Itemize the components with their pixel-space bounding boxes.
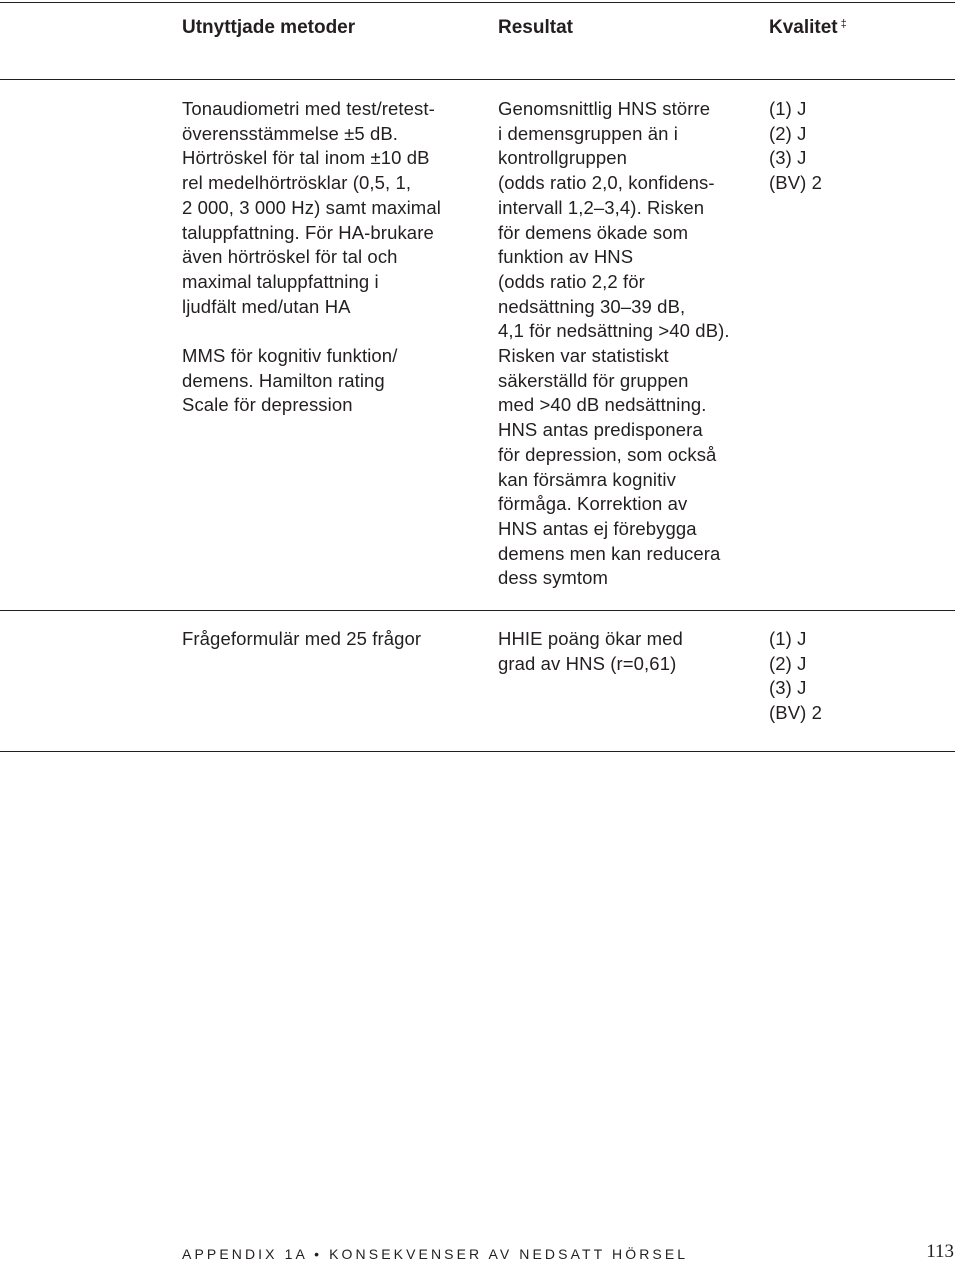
header-methods: Utnyttjade metoder bbox=[182, 17, 356, 38]
quality-cell bbox=[769, 97, 822, 196]
cell-line: säkerställd för gruppen bbox=[498, 369, 689, 391]
cell-line: kontrollgruppen bbox=[498, 147, 628, 169]
cell-line: HNS antas predisponera bbox=[498, 419, 703, 441]
cell-line: kan försämra kognitiv bbox=[498, 468, 676, 490]
cell-line: för depression, som också bbox=[498, 443, 717, 465]
cell-line: (odds ratio 2,0, konfidens- bbox=[498, 172, 715, 194]
cell-line: (BV) 2 bbox=[769, 702, 823, 724]
cell-line: MMS för kognitiv funktion/ bbox=[182, 345, 398, 367]
cell-line: (1) J bbox=[769, 628, 807, 649]
header-results: Resultat bbox=[498, 17, 573, 38]
cell-line: Hörtröskel för tal inom ±10 dB bbox=[182, 147, 430, 169]
cell-line: (3) J bbox=[769, 677, 807, 699]
header-quality-footnote-mark: ‡ bbox=[840, 18, 847, 30]
cell-line: Frågeformulär med 25 frågor bbox=[182, 628, 422, 649]
cell-line: med >40 dB nedsättning. bbox=[498, 394, 707, 416]
cell-line: överensstämmelse ±5 dB. bbox=[182, 122, 399, 144]
cell-line: (2) J bbox=[769, 652, 807, 674]
cell-line: (1) J bbox=[769, 98, 807, 119]
page-number: 113 bbox=[926, 1241, 954, 1262]
cell-line: (odds ratio 2,2 för bbox=[498, 270, 645, 292]
quality-cell bbox=[769, 627, 822, 726]
cell-line: även hörtröskel för tal och bbox=[182, 246, 398, 268]
results-cell bbox=[498, 627, 683, 676]
header-rule bbox=[0, 79, 955, 80]
results-cell bbox=[498, 97, 730, 591]
cell-line: rel medelhörtrösklar (0,5, 1, bbox=[182, 172, 412, 194]
header-quality-label: Kvalitet bbox=[769, 17, 838, 38]
cell-line: förmåga. Korrektion av bbox=[498, 493, 688, 515]
cell-line: Tonaudiometri med test/retest- bbox=[182, 98, 435, 119]
cell-line: taluppfattning. För HA-brukare bbox=[182, 221, 434, 243]
cell-line: 4,1 för nedsättning >40 dB). bbox=[498, 320, 730, 342]
cell-line: maximal taluppfattning i bbox=[182, 270, 379, 292]
cell-line: för demens ökade som bbox=[498, 221, 689, 243]
methods-cell bbox=[182, 97, 441, 418]
cell-line: Risken var statistiskt bbox=[498, 345, 669, 367]
table-bottom-rule bbox=[0, 751, 955, 752]
table-top-rule bbox=[0, 2, 955, 3]
cell-line: (2) J bbox=[769, 122, 807, 144]
cell-line: HNS antas ej förebygga bbox=[498, 517, 697, 539]
cell-line: demens men kan reducera bbox=[498, 542, 721, 564]
cell-line: ljudfält med/utan HA bbox=[182, 295, 351, 317]
header-quality bbox=[769, 15, 847, 41]
methods-cell bbox=[182, 627, 421, 652]
cell-line: intervall 1,2–3,4). Risken bbox=[498, 196, 705, 218]
cell-line: HHIE poäng ökar med bbox=[498, 628, 683, 649]
cell-line: nedsättning 30–39 dB, bbox=[498, 295, 686, 317]
cell-line bbox=[182, 319, 441, 344]
cell-line: funktion av HNS bbox=[498, 246, 634, 268]
cell-line: grad av HNS (r=0,61) bbox=[498, 652, 677, 674]
cell-line: Genomsnittlig HNS större bbox=[498, 98, 711, 119]
cell-line: 2 000, 3 000 Hz) samt maximal bbox=[182, 196, 441, 218]
cell-line: (3) J bbox=[769, 147, 807, 169]
row-divider bbox=[0, 610, 955, 611]
cell-line: i demensgruppen än i bbox=[498, 122, 678, 144]
cell-line: dess symtom bbox=[498, 567, 609, 589]
cell-line: (BV) 2 bbox=[769, 172, 823, 194]
cell-line: demens. Hamilton rating bbox=[182, 369, 385, 391]
running-footer: APPENDIX 1A • KONSEKVENSER AV NEDSATT HÖRSEL bbox=[182, 1246, 689, 1262]
cell-line: Scale för depression bbox=[182, 394, 353, 416]
